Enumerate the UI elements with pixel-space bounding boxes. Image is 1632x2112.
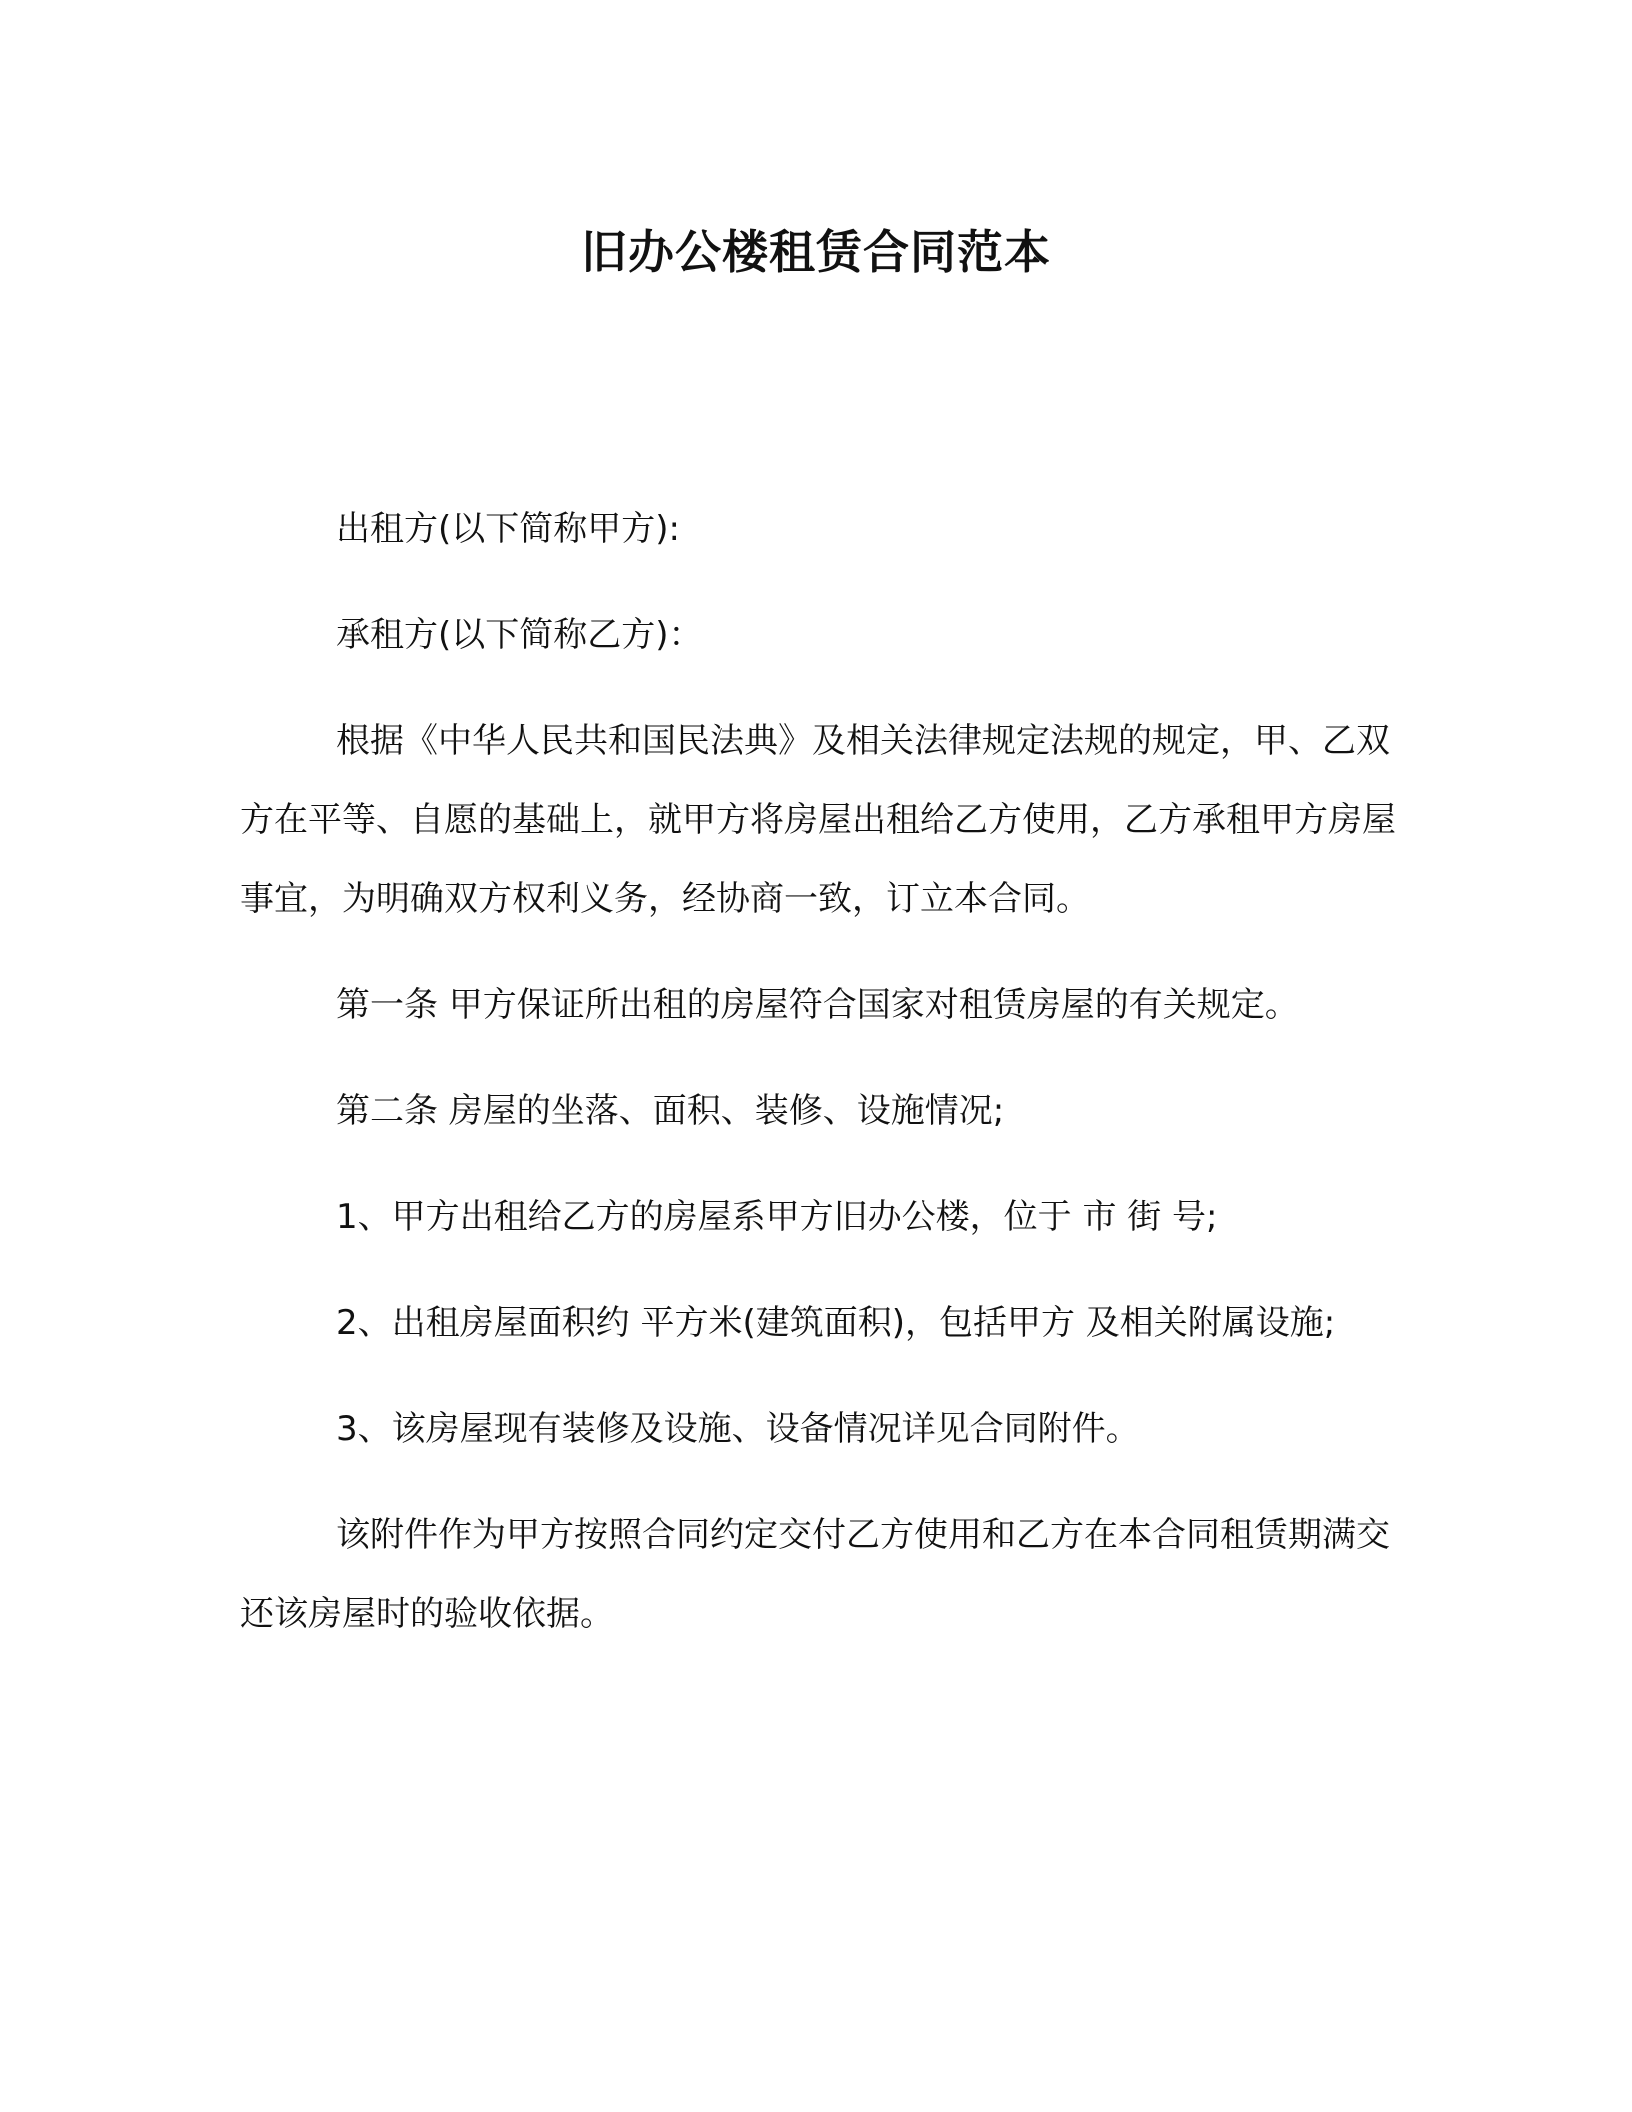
article-two-item-1: 1、甲方出租给乙方的房屋系甲方旧办公楼，位于 市 街 号;: [336, 1197, 1218, 1237]
article-two-item-2: 2、出租房屋面积约 平方米(建筑面积)，包括甲方 及相关附属设施;: [336, 1303, 1336, 1343]
attachment-note: 该附件作为甲方按照合同约定交付乙方使用和乙方在本合同租赁期满交还该房屋时的验收依据。: [240, 1515, 1390, 1634]
document-body: [240, 490, 1400, 1681]
article-one: 第一条 甲方保证所出租的房屋符合国家对租赁房屋的有关规定。: [336, 985, 1299, 1025]
preamble-paragraph: 根据《中华人民共和国民法典》及相关法律规定法规的规定，甲、乙双方在平等、自愿的基础上，就甲方将房屋出租给乙方使用，乙方承租甲方房屋事宜，为明确双方权利义务，经协商一致，订立本合同。: [240, 721, 1396, 919]
document-title: 旧办公楼租赁合同范本: [581, 225, 1051, 279]
article-two-item-3: 3、该房屋现有装修及设施、设备情况详见合同附件。: [336, 1409, 1140, 1449]
lessee-line: 承租方(以下简称乙方)：: [336, 615, 703, 655]
article-two: 第二条 房屋的坐落、面积、装修、设施情况;: [336, 1091, 1005, 1131]
lessor-line: 出租方(以下简称甲方):: [336, 509, 680, 549]
